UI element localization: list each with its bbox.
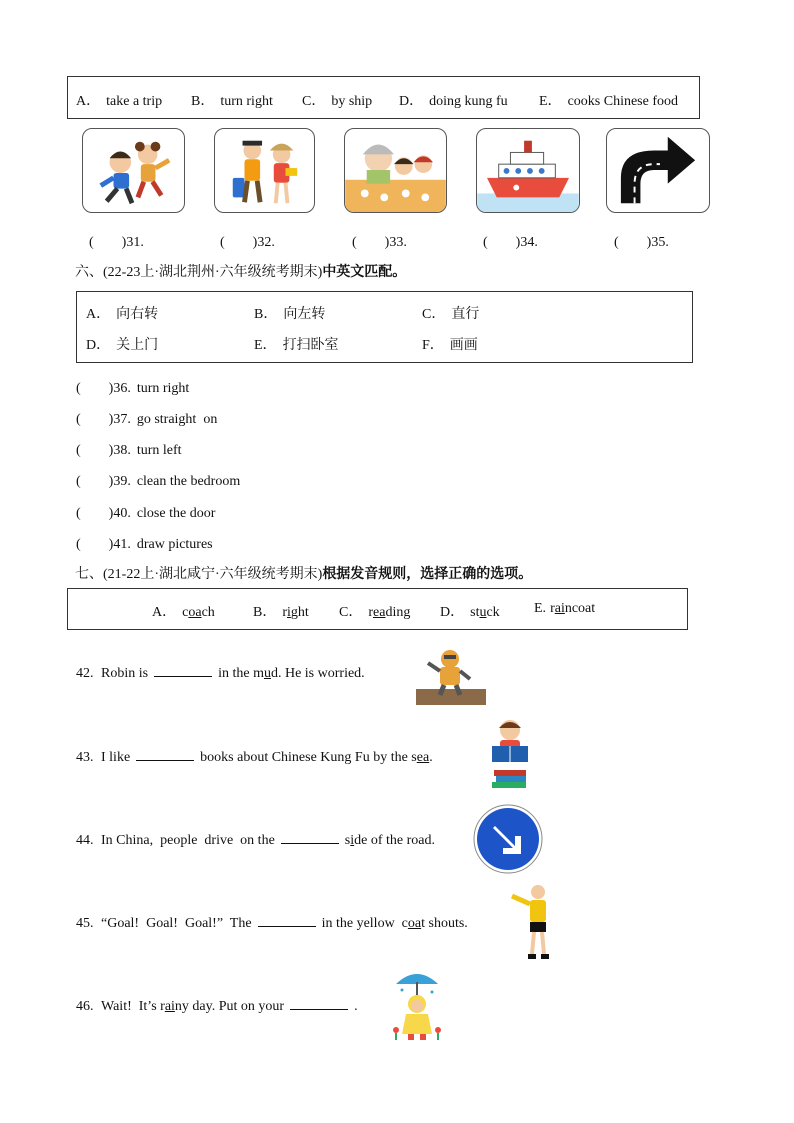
- part6-heading: 六、(22-23上·湖北荆州·六年级统考期末)中英文匹配。: [75, 265, 407, 280]
- answer-36[interactable]: ( ): [76, 381, 114, 396]
- question-40: ( )40. close the door: [76, 506, 216, 521]
- question-45: 45. “Goal! Goal! Goal!” The in the yellow coat shouts.: [76, 916, 468, 931]
- keep-right-sign-icon: [473, 804, 543, 874]
- blank-45[interactable]: [258, 914, 316, 927]
- part6-option-a: A． 向右转: [86, 307, 159, 322]
- question-43: 43. I like books about Chinese Kung Fu by the sea.: [76, 750, 433, 765]
- question-36: ( )36. turn right: [76, 381, 190, 396]
- part5-option-e: E． cooks Chinese food: [539, 94, 678, 109]
- question-46: 46. Wait! It’s rainy day. Put on your .: [76, 999, 358, 1014]
- answer-41[interactable]: ( ): [76, 537, 114, 552]
- part7-heading: 七、(21-22上·湖北咸宁·六年级统考期末)根据发音规则，选择正确的选项。: [75, 567, 533, 582]
- part7-option-e: E. raincoat: [534, 601, 596, 616]
- blank-43[interactable]: [136, 748, 194, 761]
- boy-reading-icon: [486, 716, 534, 794]
- part7-option-c: C． reading: [339, 605, 411, 620]
- question-38: ( )38. turn left: [76, 443, 182, 458]
- part6-option-e: E． 打扫卧室: [254, 338, 339, 353]
- blank-42[interactable]: [154, 664, 212, 677]
- turn-right-arrow-icon: [606, 128, 710, 213]
- cooking-family-icon: [344, 128, 447, 213]
- question-44: 44. In China, people drive on the side of the road.: [76, 833, 435, 848]
- blank-46[interactable]: [290, 997, 348, 1010]
- answer-33[interactable]: ( )33.: [352, 235, 407, 250]
- answer-37[interactable]: ( ): [76, 412, 114, 427]
- part6-option-box: [76, 291, 693, 363]
- question-42: 42. Robin is in the mud. He is worried.: [76, 666, 365, 681]
- part6-option-f: F． 画画: [422, 338, 478, 353]
- ship-icon: [476, 128, 580, 213]
- referee-icon: [508, 882, 560, 962]
- blank-44[interactable]: [281, 831, 339, 844]
- question-41: ( )41. draw pictures: [76, 537, 213, 552]
- question-39: ( )39. clean the bedroom: [76, 474, 241, 489]
- part6-option-d: D． 关上门: [86, 338, 159, 353]
- robot-in-mud-icon: [416, 645, 486, 705]
- answer-34[interactable]: ( )34.: [483, 235, 538, 250]
- travelers-icon: [214, 128, 315, 213]
- answer-35[interactable]: ( )35.: [614, 235, 669, 250]
- part5-option-b: B． turn right: [191, 94, 273, 109]
- child-raincoat-icon: [388, 968, 446, 1044]
- answer-39[interactable]: ( ): [76, 474, 114, 489]
- part6-option-b: B． 向左转: [254, 307, 326, 322]
- answer-32[interactable]: ( )32.: [220, 235, 275, 250]
- answer-31[interactable]: ( )31.: [89, 235, 144, 250]
- part5-option-a: A． take a trip: [76, 94, 163, 109]
- part5-option-d: D． doing kung fu: [399, 94, 508, 109]
- part7-option-a: A． coach: [152, 605, 215, 620]
- part7-option-d: D． stuck: [440, 605, 500, 620]
- answer-40[interactable]: ( ): [76, 506, 114, 521]
- part7-option-b: B． right: [253, 605, 309, 620]
- answer-38[interactable]: ( ): [76, 443, 114, 458]
- part6-option-c: C． 直行: [422, 307, 480, 322]
- kung-fu-kids-icon: [82, 128, 185, 213]
- question-37: ( )37. go straight on: [76, 412, 218, 427]
- part5-option-c: C． by ship: [302, 94, 373, 109]
